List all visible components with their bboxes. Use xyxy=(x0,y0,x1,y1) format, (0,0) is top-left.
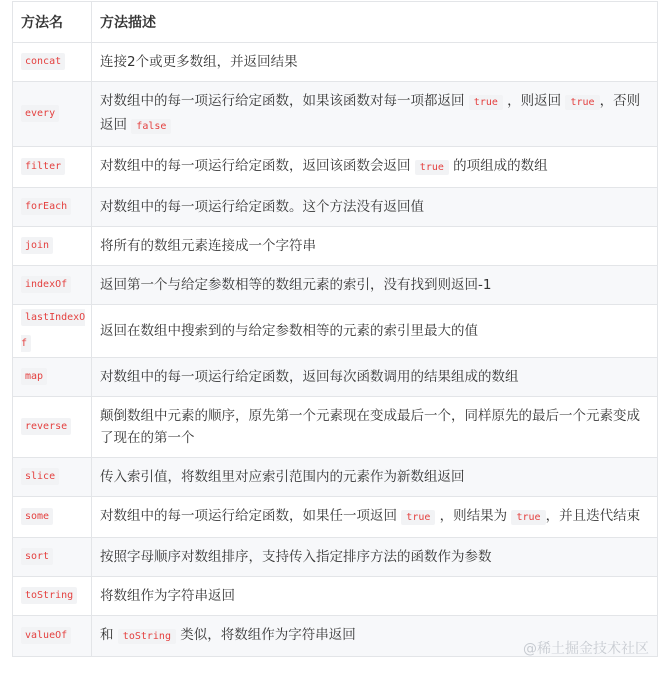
description-text: 返回在数组中搜索到的与给定参数相等的元素的索引里最大的值 xyxy=(100,323,478,339)
method-description-cell xyxy=(92,458,658,497)
array-methods-table xyxy=(12,1,658,657)
description-text: ，则结果为 xyxy=(435,508,512,524)
description-text: 连接2个或更多数组，并返回结果 xyxy=(100,54,298,70)
method-description-cell xyxy=(92,82,658,147)
method-name-cell xyxy=(13,227,92,266)
method-name-code: slice xyxy=(21,468,59,485)
method-name-cell xyxy=(13,458,92,497)
description-text: 类似，将数组作为字符串返回 xyxy=(175,627,356,643)
table-body xyxy=(13,43,658,657)
description-text: 对数组中的每一项运行给定函数，如果任一项返回 xyxy=(100,508,402,524)
description-text: 对数组中的每一项运行给定函数，返回该函数会返回 xyxy=(100,158,415,174)
method-name-code: map xyxy=(21,368,47,385)
table-row xyxy=(13,497,658,538)
table-row xyxy=(13,82,658,147)
description-text: 和 xyxy=(100,627,118,643)
inline-code: toString xyxy=(118,629,176,644)
inline-code: false xyxy=(131,119,171,134)
method-name-code: toString xyxy=(21,587,77,604)
method-name-cell xyxy=(13,82,92,147)
method-name-cell xyxy=(13,497,92,538)
description-text: 对数组中的每一项运行给定函数，如果该函数对每一项都返回 xyxy=(100,93,469,109)
table-row xyxy=(13,266,658,305)
method-description-cell xyxy=(92,538,658,577)
method-name-code: concat xyxy=(21,53,65,70)
description-text: 返回第一个与给定参数相等的数组元素的索引，没有找到则返回-1 xyxy=(100,277,492,293)
header-method-description: 方法描述 xyxy=(92,2,658,43)
description-text: 传入索引值，将数组里对应索引范围内的元素作为新数组返回 xyxy=(100,469,465,485)
method-name-cell xyxy=(13,577,92,616)
table-row xyxy=(13,358,658,397)
method-description-cell xyxy=(92,227,658,266)
description-text: 对数组中的每一项运行给定函数。这个方法没有返回值 xyxy=(100,199,424,215)
method-name-code: reverse xyxy=(21,418,71,435)
description-text: 的项组成的数组 xyxy=(448,158,548,174)
method-description-cell xyxy=(92,305,658,358)
table-row xyxy=(13,147,658,188)
table-row xyxy=(13,397,658,458)
method-name-cell xyxy=(13,147,92,188)
method-name-cell xyxy=(13,397,92,458)
method-name-code: forEach xyxy=(21,198,71,215)
method-name-cell xyxy=(13,266,92,305)
inline-code: true xyxy=(511,510,545,525)
method-name-code: valueOf xyxy=(21,627,71,644)
inline-code: true xyxy=(565,95,599,110)
method-description-cell xyxy=(92,147,658,188)
method-name-cell xyxy=(13,43,92,82)
method-name-cell xyxy=(13,188,92,227)
description-text: ，则返回 xyxy=(502,93,566,109)
method-description-cell xyxy=(92,188,658,227)
description-text: 颠倒数组中元素的顺序，原先第一个元素现在变成最后一个，同样原先的最后一个元素变成了现在的第一个 xyxy=(100,408,640,446)
table-header-row xyxy=(13,2,658,43)
description-text: 对数组中的每一项运行给定函数，返回每次函数调用的结果组成的数组 xyxy=(100,369,519,385)
description-text: 将数组作为字符串返回 xyxy=(100,588,235,604)
watermark: @稀土掘金技术社区 xyxy=(523,641,649,657)
method-name-cell xyxy=(13,616,92,657)
method-description-cell xyxy=(92,397,658,458)
method-description-cell xyxy=(92,577,658,616)
method-description-cell xyxy=(92,497,658,538)
method-description-cell xyxy=(92,266,658,305)
inline-code: true xyxy=(415,160,449,175)
table-row xyxy=(13,188,658,227)
method-name-cell xyxy=(13,358,92,397)
method-name-code: some xyxy=(21,508,53,525)
table-row xyxy=(13,458,658,497)
method-description-cell xyxy=(92,43,658,82)
description-text: ，否则返回 xyxy=(100,93,641,133)
method-name-cell xyxy=(13,305,92,358)
method-name-code: every xyxy=(21,105,59,122)
method-name-code: lastIndexOf xyxy=(21,309,85,352)
method-name-code: sort xyxy=(21,548,53,565)
table-row xyxy=(13,227,658,266)
header-method-name: 方法名 xyxy=(13,2,92,43)
method-name-code: join xyxy=(21,237,53,254)
description-text: ，并且迭代结束 xyxy=(545,508,641,524)
method-name-code: filter xyxy=(21,158,65,175)
inline-code: true xyxy=(401,510,435,525)
table-row xyxy=(13,43,658,82)
table-row xyxy=(13,305,658,358)
method-description-cell xyxy=(92,358,658,397)
inline-code: true xyxy=(469,95,503,110)
table-row xyxy=(13,538,658,577)
table-row xyxy=(13,577,658,616)
method-name-cell xyxy=(13,538,92,577)
method-name-code: indexOf xyxy=(21,276,71,293)
description-text: 按照字母顺序对数组排序，支持传入指定排序方法的函数作为参数 xyxy=(100,549,492,565)
description-text: 将所有的数组元素连接成一个字符串 xyxy=(100,238,316,254)
